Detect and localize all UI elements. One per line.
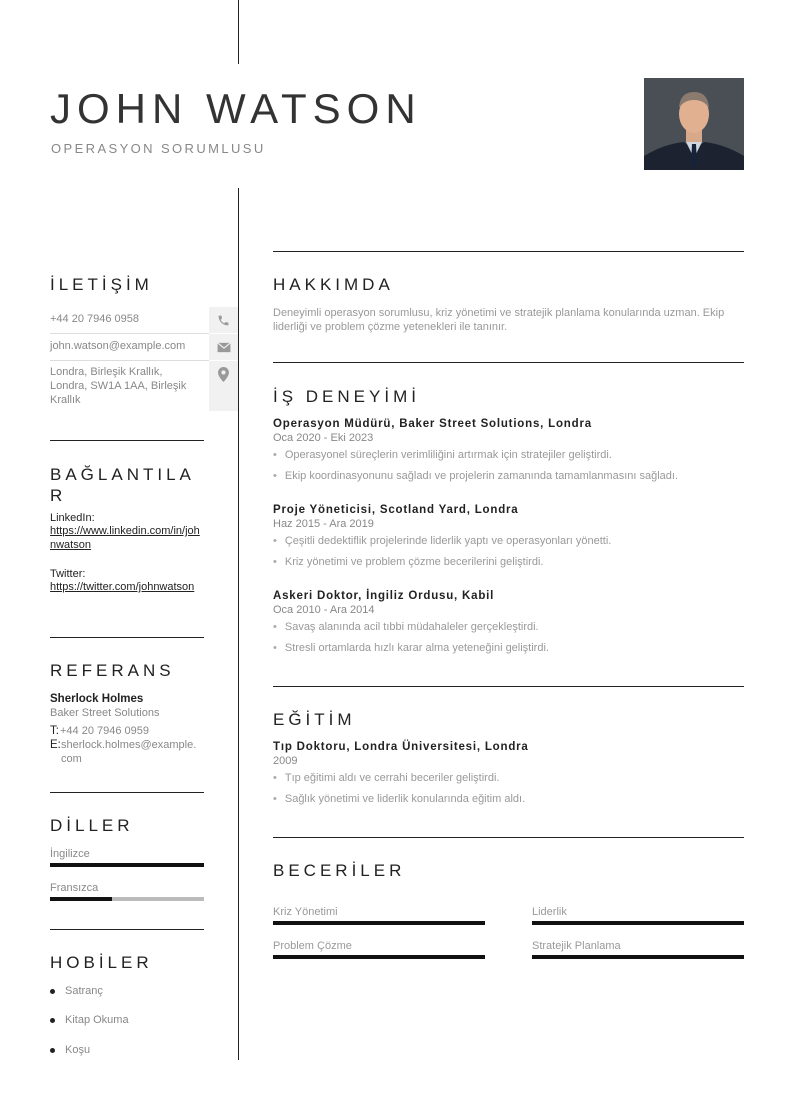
job-dates: Oca 2010 - Ara 2014 bbox=[273, 604, 375, 616]
contact-heading: İLETİŞİM bbox=[50, 275, 153, 294]
about-heading: HAKKIMDA bbox=[273, 275, 394, 294]
job-dates: Oca 2020 - Eki 2023 bbox=[273, 432, 374, 444]
contact-divider bbox=[50, 333, 209, 334]
linkedin-link[interactable]: https://www.linkedin.com/in/johnwatson bbox=[50, 525, 200, 551]
job-bullet: • Stresli ortamlarda hızlı karar alma yeteneğini geliştirdi. bbox=[273, 642, 549, 654]
person-name: JOHN WATSON bbox=[50, 85, 422, 132]
language-level-bar bbox=[50, 863, 204, 867]
contact-address: Londra, Birleşik Krallık, Londra, SW1A 1AA, Birleşik Krallık bbox=[50, 366, 187, 406]
reference-name: Sherlock Holmes bbox=[50, 693, 144, 705]
job-entry bbox=[273, 590, 744, 655]
job-bullet: • Operasyonel süreçlerin verimliliğini artırmak için stratejiler geliştirdi. bbox=[273, 449, 612, 461]
job-bullet: • Çeşitli dedektiflik projelerinde liderlik yaptı ve operasyonları yönetti. bbox=[273, 535, 612, 547]
section-divider bbox=[273, 686, 744, 687]
about-text: Deneyimli operasyon sorumlusu, kriz yönetimi ve stratejik planlama konularında uzman. Ekip liderliği ve problem çözme yetenekleri ile tanınır. bbox=[273, 307, 725, 333]
section-divider bbox=[50, 792, 204, 793]
links-heading bbox=[50, 464, 195, 507]
email-icon-box bbox=[209, 334, 238, 360]
linkedin-label: LinkedIn: bbox=[50, 512, 95, 524]
bullet-icon bbox=[50, 1018, 55, 1023]
reference-heading: REFERANS bbox=[50, 661, 175, 680]
section-divider bbox=[50, 637, 204, 638]
twitter-block bbox=[50, 568, 204, 594]
education-year: 2009 bbox=[273, 755, 298, 767]
job-title: Operasyon Müdürü, Baker Street Solutions, Londra bbox=[273, 418, 592, 430]
job-bullet: • Savaş alanında acil tıbbi müdahaleler gerçekleştirdi. bbox=[273, 621, 539, 633]
reference-phone-row bbox=[50, 724, 204, 738]
language-level-fill bbox=[50, 897, 112, 901]
language-level-fill bbox=[50, 863, 204, 867]
skill-label: Kriz Yönetimi bbox=[273, 906, 338, 918]
languages-heading: DİLLER bbox=[50, 816, 134, 835]
skill-label: Liderlik bbox=[532, 906, 567, 918]
location-icon-box bbox=[209, 361, 238, 411]
section-divider bbox=[273, 362, 744, 363]
skill-bar bbox=[532, 955, 744, 959]
profile-photo bbox=[644, 78, 744, 170]
reference-email[interactable]: sherlock.holmes@example.com bbox=[61, 739, 197, 765]
map-pin-icon bbox=[218, 367, 229, 382]
job-bullet: • Kriz yönetimi ve problem çözme becerilerini geliştirdi. bbox=[273, 556, 544, 568]
job-dates: Haz 2015 - Ara 2019 bbox=[273, 518, 374, 530]
hobbies-heading: HOBİLER bbox=[50, 953, 153, 972]
contact-divider bbox=[50, 360, 209, 361]
education-title: Tıp Doktoru, Londra Üniversitesi, Londra bbox=[273, 741, 529, 753]
twitter-link[interactable]: https://twitter.com/johnwatson bbox=[50, 581, 195, 593]
education-entry bbox=[273, 741, 744, 806]
skill-bar bbox=[273, 955, 485, 959]
skill-bar bbox=[273, 921, 485, 925]
experience-heading: İŞ DENEYİMİ bbox=[273, 387, 420, 406]
column-divider bbox=[238, 188, 239, 1060]
reference-phone[interactable]: +44 20 7946 0959 bbox=[60, 725, 150, 737]
links-heading-line2: R bbox=[50, 486, 67, 506]
section-divider bbox=[50, 440, 204, 441]
reference-block bbox=[50, 692, 204, 766]
phone-icon-box bbox=[209, 307, 238, 333]
skill-bar bbox=[532, 921, 744, 925]
reference-phone-label: T: bbox=[50, 725, 59, 737]
education-bullet: • Sağlık yönetimi ve liderlik konularında eğitim aldı. bbox=[273, 793, 526, 805]
language-level-bar bbox=[50, 897, 204, 901]
reference-email-label: E: bbox=[50, 739, 61, 751]
links-heading-line1: BAĞLANTILA bbox=[50, 465, 195, 484]
hobby-item: Koşu bbox=[50, 1044, 90, 1056]
contact-email[interactable]: john.watson@example.com bbox=[50, 340, 186, 352]
reference-email-row bbox=[50, 738, 204, 766]
twitter-label: Twitter: bbox=[50, 568, 86, 580]
job-title: Proje Yöneticisi, Scotland Yard, Londra bbox=[273, 504, 519, 516]
linkedin-block bbox=[50, 512, 204, 552]
contact-phone[interactable]: +44 20 7946 0958 bbox=[50, 313, 140, 325]
education-bullet: • Tıp eğitimi aldı ve cerrahi beceriler geliştirdi. bbox=[273, 772, 500, 784]
hobby-item: Satranç bbox=[50, 985, 103, 997]
job-bullet: • Ekip koordinasyonunu sağladı ve projelerin zamanında tamamlanmasını sağladı. bbox=[273, 470, 679, 482]
language-name: Fransızca bbox=[50, 882, 99, 894]
skill-label: Problem Çözme bbox=[273, 940, 352, 952]
person-title: OPERASYON SORUMLUSU bbox=[51, 141, 266, 156]
skill-label: Stratejik Planlama bbox=[532, 940, 621, 952]
person-portrait-icon bbox=[644, 78, 744, 170]
job-entry bbox=[273, 418, 744, 483]
phone-icon bbox=[217, 314, 230, 327]
envelope-icon bbox=[217, 342, 231, 353]
section-divider bbox=[50, 929, 204, 930]
bullet-icon bbox=[50, 989, 55, 994]
bullet-icon bbox=[50, 1048, 55, 1053]
skills-heading: BECERİLER bbox=[273, 861, 406, 880]
section-divider bbox=[273, 837, 744, 838]
job-entry bbox=[273, 504, 744, 569]
job-title: Askeri Doktor, İngiliz Ordusu, Kabil bbox=[273, 590, 495, 602]
education-heading: EĞİTİM bbox=[273, 710, 356, 729]
language-name: İngilizce bbox=[50, 848, 90, 860]
section-divider bbox=[273, 251, 744, 252]
top-divider bbox=[238, 0, 239, 64]
reference-company: Baker Street Solutions bbox=[50, 707, 160, 719]
hobby-item: Kitap Okuma bbox=[50, 1014, 129, 1026]
